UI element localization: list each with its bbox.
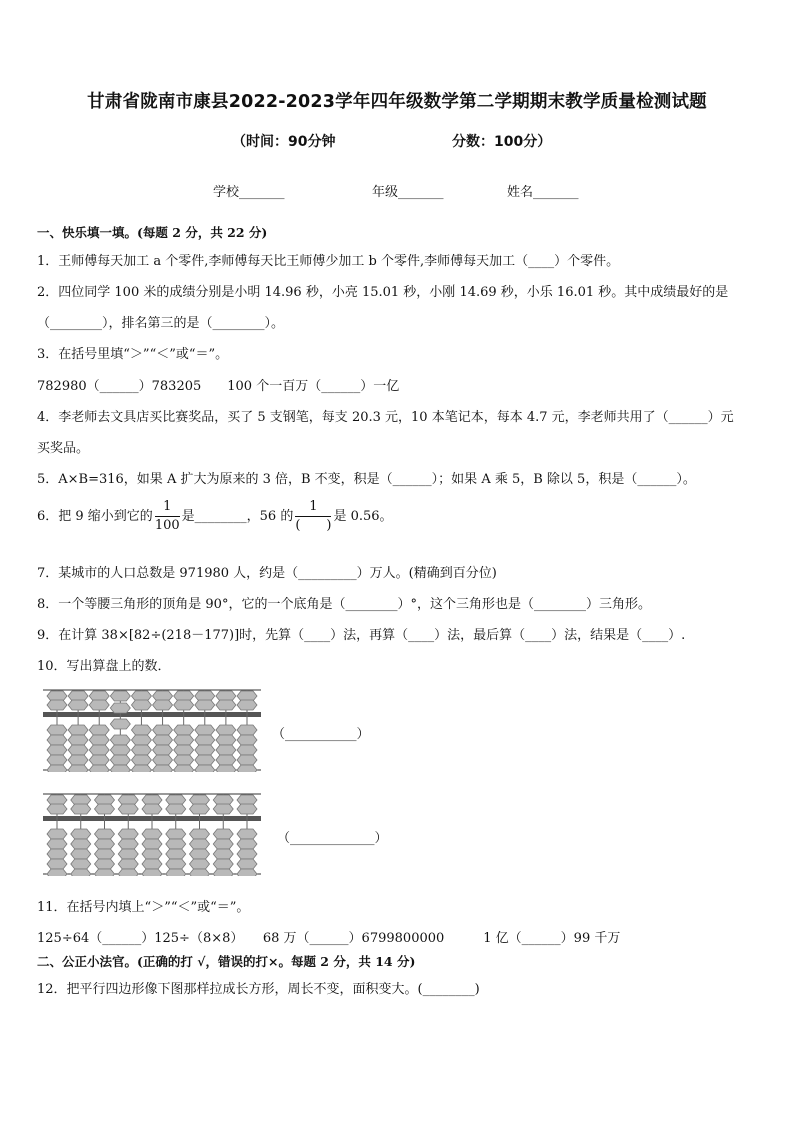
abacus-bead xyxy=(195,725,215,735)
abacus-bead xyxy=(47,765,67,772)
abacus-bead xyxy=(237,735,257,745)
abacus-bead xyxy=(47,829,67,839)
abacus-bead xyxy=(110,719,130,729)
abacus-bead xyxy=(166,869,186,876)
abacus-bead xyxy=(131,735,151,745)
question-7: 7．某城市的人口总数是 971980 人，约是（_________）万人。(精确到百分位) xyxy=(37,566,497,581)
abacus-bead xyxy=(166,849,186,859)
abacus-bead xyxy=(216,745,236,755)
abacus-bead xyxy=(166,804,186,814)
abacus-bead xyxy=(216,725,236,735)
abacus-bead xyxy=(89,700,109,710)
abacus-bead xyxy=(47,849,67,859)
abacus-bead xyxy=(47,691,67,701)
abacus-2 xyxy=(43,792,261,876)
abacus-bead xyxy=(237,700,257,710)
abacus-bead xyxy=(195,745,215,755)
abacus-bead xyxy=(190,804,210,814)
abacus-bead xyxy=(166,795,186,805)
abacus-bead xyxy=(89,755,109,765)
abacus-bead xyxy=(190,849,210,859)
abacus-bead xyxy=(71,859,91,869)
abacus-bead xyxy=(213,849,233,859)
abacus-bead xyxy=(68,735,88,745)
abacus-bead xyxy=(131,765,151,772)
question-10: 10．写出算盘上的数． xyxy=(37,659,171,674)
abacus-bead xyxy=(153,700,173,710)
abacus-bead xyxy=(237,691,257,701)
grade-field: 年级_______ xyxy=(372,185,444,200)
abacus-bead xyxy=(213,839,233,849)
question-4-line-1: 4．李老师去文具店买比赛奖品，买了 5 支钢笔，每支 20.3 元，10 本笔记本，每本 4.7 元，李老师共用了（______）元 xyxy=(37,410,734,425)
abacus-bead xyxy=(95,829,115,839)
abacus-bead xyxy=(47,725,67,735)
abacus-bead xyxy=(153,691,173,701)
abacus-bead xyxy=(89,735,109,745)
abacus-bead xyxy=(153,735,173,745)
abacus-bead xyxy=(47,755,67,765)
abacus-bead xyxy=(237,829,257,839)
abacus-bead xyxy=(110,745,130,755)
abacus-bead xyxy=(118,795,138,805)
abacus-bead xyxy=(95,869,115,876)
abacus-bead xyxy=(89,765,109,772)
abacus-bead xyxy=(89,725,109,735)
abacus-bead xyxy=(213,804,233,814)
abacus-bead xyxy=(47,839,67,849)
abacus-bead xyxy=(95,804,115,814)
question-3: 3．在括号里填“＞”“＜”或“＝”。 xyxy=(37,347,229,362)
abacus-bead xyxy=(195,765,215,772)
name-field: 姓名_______ xyxy=(507,185,579,200)
abacus-bead xyxy=(190,859,210,869)
question-12: 12．把平行四边形像下图那样拉成长方形，周长不变，面积变大。(________) xyxy=(37,982,480,997)
question-6-suffix: 是 0.56。 xyxy=(333,509,393,524)
abacus-bead xyxy=(195,700,215,710)
abacus-bead xyxy=(190,829,210,839)
abacus-bead xyxy=(142,804,162,814)
question-5: 5．A×B=316，如果 A 扩大为原来的 3 倍，B 不变，积是（______）；如果 A 乘 5，B 除以 5，积是（______）。 xyxy=(37,472,696,487)
abacus-bead xyxy=(71,839,91,849)
abacus-bead xyxy=(68,700,88,710)
question-6 xyxy=(37,498,393,535)
question-1: 1．王师傅每天加工 a 个零件,李师傅每天比王师傅少加工 b 个零件,李师傅每天加工（____）个零件。 xyxy=(37,254,620,269)
abacus-bead xyxy=(47,745,67,755)
abacus-1-answer: （___________） xyxy=(272,727,370,742)
abacus-2-answer: （_____________） xyxy=(277,831,388,846)
abacus-bead xyxy=(142,795,162,805)
abacus-bead xyxy=(216,700,236,710)
abacus-bead xyxy=(174,755,194,765)
abacus-bead xyxy=(68,691,88,701)
abacus-bead xyxy=(95,859,115,869)
abacus-bead xyxy=(142,839,162,849)
section-1-heading: 一、快乐填一填。(每题 2 分，共 22 分) xyxy=(37,225,268,240)
abacus-bead xyxy=(71,795,91,805)
section-2-heading: 二、公正小法官。(正确的打 √，错误的打×。每题 2 分，共 14 分) xyxy=(37,954,416,969)
fraction-denominator: ( ) xyxy=(295,518,332,533)
abacus-bead xyxy=(118,849,138,859)
school-field: 学校_______ xyxy=(213,185,285,200)
question-8: 8．一个等腰三角形的顶角是 90°，它的一个底角是（________）°，这个三角形也是（________）三角形。 xyxy=(37,597,651,612)
abacus-bead xyxy=(89,745,109,755)
abacus-bead xyxy=(118,859,138,869)
abacus-bead xyxy=(68,745,88,755)
abacus-bead xyxy=(237,745,257,755)
abacus-bead xyxy=(213,795,233,805)
abacus-bead xyxy=(47,804,67,814)
abacus-bead xyxy=(131,691,151,701)
abacus-bead xyxy=(213,869,233,876)
abacus-bead xyxy=(131,725,151,735)
abacus-bead xyxy=(110,691,130,701)
abacus-bead xyxy=(110,755,130,765)
abacus-bead xyxy=(216,735,236,745)
abacus-bead xyxy=(131,700,151,710)
question-6-prefix: 6．把 9 缩小到它的 xyxy=(37,509,153,524)
abacus-bead xyxy=(174,745,194,755)
fraction-blank xyxy=(295,498,331,535)
abacus-bead xyxy=(213,829,233,839)
abacus-bead xyxy=(237,765,257,772)
abacus-bead xyxy=(213,859,233,869)
abacus-bead xyxy=(110,703,130,713)
abacus-bead xyxy=(174,700,194,710)
fraction-numerator: 1 xyxy=(295,498,331,517)
abacus-bead xyxy=(237,859,257,869)
abacus-bead xyxy=(95,849,115,859)
abacus-bead xyxy=(195,735,215,745)
abacus-bead xyxy=(195,755,215,765)
exam-score: 分数：100分） xyxy=(452,134,552,150)
question-3-items: 782980（______）783205 100 个一百万（______）一亿 xyxy=(37,379,400,394)
abacus-bead xyxy=(68,725,88,735)
abacus-bead xyxy=(142,869,162,876)
abacus-bead xyxy=(174,735,194,745)
page-title: 甘肃省陇南市康县2022-2023学年四年级数学第二学期期末教学质量检测试题 xyxy=(87,92,707,112)
abacus-bead xyxy=(216,691,236,701)
abacus-bead xyxy=(47,795,67,805)
abacus-bead xyxy=(153,745,173,755)
abacus-bead xyxy=(216,765,236,772)
abacus-bead xyxy=(47,869,67,876)
fraction-denominator: 100 xyxy=(154,518,180,533)
abacus-bead xyxy=(47,859,67,869)
abacus-bead xyxy=(190,869,210,876)
abacus-bead xyxy=(118,804,138,814)
abacus-bead xyxy=(71,829,91,839)
abacus-bead xyxy=(195,691,215,701)
abacus-bead xyxy=(237,869,257,876)
abacus-bead xyxy=(166,859,186,869)
abacus-bead xyxy=(142,829,162,839)
question-2-line-2: （________），排名第三的是（________）。 xyxy=(37,316,285,331)
abacus-bead xyxy=(166,829,186,839)
abacus-bead xyxy=(68,765,88,772)
abacus-bead xyxy=(95,795,115,805)
question-6-mid: 是________，56 的 xyxy=(181,509,294,524)
abacus-beam xyxy=(43,712,261,717)
abacus-bead xyxy=(237,839,257,849)
abacus-bead xyxy=(118,829,138,839)
fraction-1-100 xyxy=(155,498,180,535)
abacus-bead xyxy=(131,745,151,755)
exam-time: （时间：90分钟 xyxy=(232,134,336,150)
question-11-items: 125÷64（______）125÷（8×8） 68 万（______）6799800000 1 亿（______）99 千万 xyxy=(37,931,621,946)
abacus-bead xyxy=(190,795,210,805)
abacus-bead xyxy=(153,765,173,772)
abacus-bead xyxy=(47,735,67,745)
abacus-bead xyxy=(71,804,91,814)
question-11: 11．在括号内填上“＞”“＜”或“＝”。 xyxy=(37,900,250,915)
abacus-bead xyxy=(118,869,138,876)
abacus-bead xyxy=(110,765,130,772)
abacus-bead xyxy=(68,755,88,765)
question-9: 9．在计算 38×[82÷(218－177)]时，先算（____）法，再算（____）法，最后算（____）法，结果是（____）. xyxy=(37,628,686,643)
abacus-bead xyxy=(89,691,109,701)
abacus-bead xyxy=(47,700,67,710)
abacus-bead xyxy=(131,755,151,765)
abacus-bead xyxy=(216,755,236,765)
abacus-bead xyxy=(237,849,257,859)
abacus-bead xyxy=(174,691,194,701)
abacus-bead xyxy=(118,839,138,849)
abacus-bead xyxy=(142,849,162,859)
abacus-bead xyxy=(174,725,194,735)
abacus-bead xyxy=(142,859,162,869)
abacus-bead xyxy=(71,849,91,859)
question-4-line-2: 买奖品。 xyxy=(37,441,90,456)
abacus-bead xyxy=(190,839,210,849)
abacus-bead xyxy=(237,804,257,814)
abacus-bead xyxy=(237,795,257,805)
abacus-bead xyxy=(174,765,194,772)
abacus-bead xyxy=(166,839,186,849)
question-2-line-1: 2．四位同学 100 米的成绩分别是小明 14.96 秒，小亮 15.01 秒，小刚 14.69 秒，小乐 16.01 秒。其中成绩最好的是 xyxy=(37,285,729,300)
abacus-bead xyxy=(153,725,173,735)
abacus-bead xyxy=(110,735,130,745)
abacus-bead xyxy=(95,839,115,849)
abacus-1 xyxy=(43,688,261,772)
abacus-bead xyxy=(237,725,257,735)
abacus-bead xyxy=(71,869,91,876)
fraction-numerator: 1 xyxy=(155,498,180,517)
abacus-bead xyxy=(153,755,173,765)
abacus-bead xyxy=(237,755,257,765)
